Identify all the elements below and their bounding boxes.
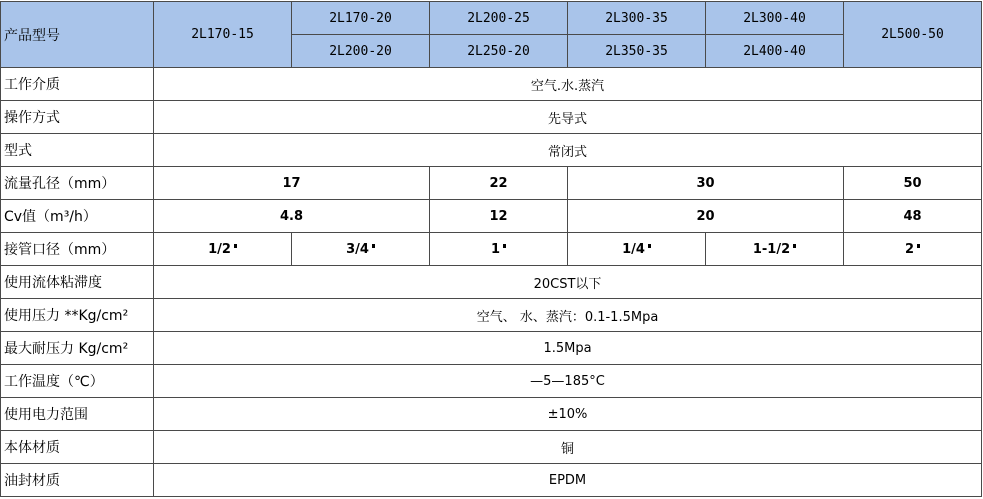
port-label: 接管口径（mm） <box>1 233 154 266</box>
body-label: 本体材质 <box>1 431 154 464</box>
row-pressure <box>1 299 982 332</box>
model-2l350-35: 2L350-35 <box>568 35 706 68</box>
orifice-value: 30 <box>568 167 844 200</box>
inch-mark-icon <box>503 244 506 248</box>
header-label: 产品型号 <box>1 2 154 68</box>
row-orifice <box>1 167 982 200</box>
port-value: 1 <box>490 241 501 257</box>
port-value: 1/4 <box>622 241 645 257</box>
orifice-value: 22 <box>430 167 568 200</box>
model-2l400-40: 2L400-40 <box>706 35 844 68</box>
model-2l170-15: 2L170-15 <box>154 2 292 68</box>
model-2l250-20: 2L250-20 <box>430 35 568 68</box>
port-cell <box>844 233 982 266</box>
model-2l170-20: 2L170-20 <box>292 2 430 35</box>
seal-label: 油封材质 <box>1 464 154 497</box>
operation-value: 先导式 <box>154 101 982 134</box>
row-operation <box>1 101 982 134</box>
viscosity-label: 使用流体粘滞度 <box>1 266 154 299</box>
pressure-label: 使用压力 **Kg/cm² <box>1 299 154 332</box>
cv-value: 4.8 <box>154 200 430 233</box>
cv-value: 48 <box>844 200 982 233</box>
model-2l200-20: 2L200-20 <box>292 35 430 68</box>
max-pressure-label: 最大耐压力 Kg/cm² <box>1 332 154 365</box>
model-2l300-35: 2L300-35 <box>568 2 706 35</box>
inch-mark-icon <box>372 244 375 248</box>
port-value: 1-1/2 <box>752 241 791 257</box>
model-2l300-40: 2L300-40 <box>706 2 844 35</box>
body-value: 铜 <box>154 431 982 464</box>
port-value: 2 <box>904 241 915 257</box>
cv-value: 12 <box>430 200 568 233</box>
spec-table <box>0 1 982 497</box>
inch-mark-icon <box>793 244 796 248</box>
port-cell <box>430 233 568 266</box>
port-cell <box>154 233 292 266</box>
orifice-value: 50 <box>844 167 982 200</box>
cv-value: 20 <box>568 200 844 233</box>
row-power <box>1 398 982 431</box>
power-value: ±10% <box>154 398 982 431</box>
orifice-label: 流量孔径（mm） <box>1 167 154 200</box>
max-pressure-value: 1.5Mpa <box>154 332 982 365</box>
row-cv <box>1 200 982 233</box>
model-2l200-25: 2L200-25 <box>430 2 568 35</box>
row-temperature <box>1 365 982 398</box>
power-label: 使用电力范围 <box>1 398 154 431</box>
temperature-value: —5—185°C <box>154 365 982 398</box>
row-medium <box>1 68 982 101</box>
cv-label: Cv值（m³/h） <box>1 200 154 233</box>
seal-value: EPDM <box>154 464 982 497</box>
medium-label: 工作介质 <box>1 68 154 101</box>
port-value: 1/2 <box>208 241 231 257</box>
pressure-value: 空气、 水、蒸汽：0.1-1.5Mpa <box>154 299 982 332</box>
header-row-1 <box>1 2 982 35</box>
orifice-value: 17 <box>154 167 430 200</box>
row-max-pressure <box>1 332 982 365</box>
port-cell <box>292 233 430 266</box>
viscosity-value: 20CST以下 <box>154 266 982 299</box>
type-value: 常闭式 <box>154 134 982 167</box>
inch-mark-icon <box>234 244 237 248</box>
port-cell <box>568 233 706 266</box>
model-2l500-50: 2L500-50 <box>844 2 982 68</box>
medium-value: 空气.水.蒸汽 <box>154 68 982 101</box>
row-viscosity <box>1 266 982 299</box>
row-type <box>1 134 982 167</box>
temperature-label: 工作温度（℃） <box>1 365 154 398</box>
operation-label: 操作方式 <box>1 101 154 134</box>
inch-mark-icon <box>648 244 651 248</box>
port-value: 3/4 <box>346 241 369 257</box>
port-cell <box>706 233 844 266</box>
type-label: 型式 <box>1 134 154 167</box>
row-body <box>1 431 982 464</box>
inch-mark-icon <box>917 244 920 248</box>
row-seal <box>1 464 982 497</box>
row-port <box>1 233 982 266</box>
